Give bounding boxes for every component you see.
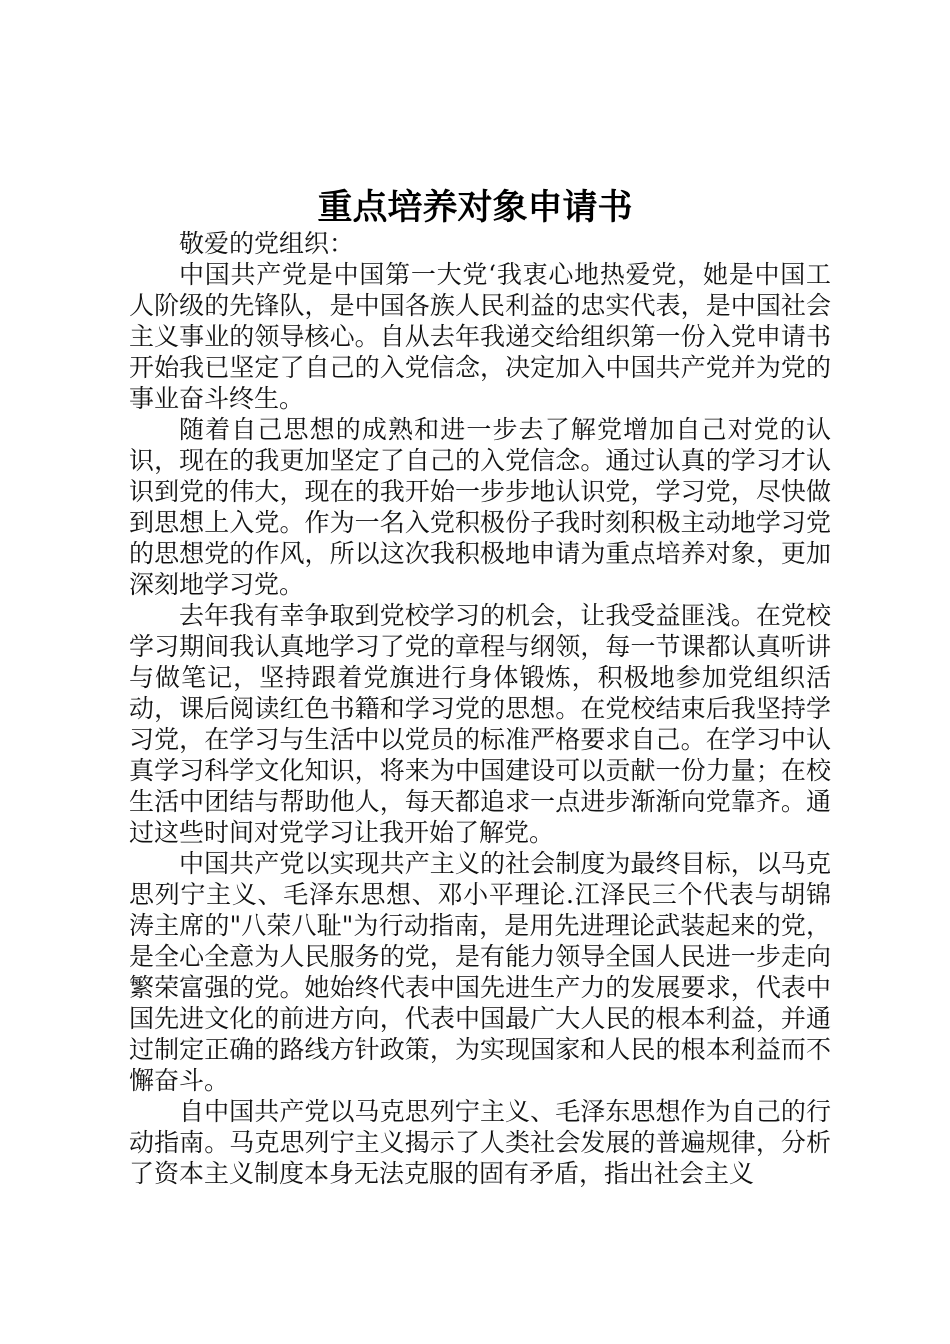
body-paragraph: 随着自己思想的成熟和进一步去了解党增加自己对党的认识，现在的我更加坚定了自己的入党信念。通过认真的学习才认识到党的伟大，现在的我开始一步步地认识党，学习党，尽快做到思想上入党。作为一名入党积极份子我时刻积极主动地学习党的思想党的作风，所以这次我积极地申请为重点培养对象，更加深刻地学习党。 — [129, 415, 831, 599]
body-paragraph: 去年我有幸争取到党校学习的机会，让我受益匪浅。在党校学习期间我认真地学习了党的章程与纲领，每一节课都认真听讲与做笔记，坚持跟着党旗进行身体锻炼，积极地参加党组织活动，课后阅读红色书籍和学习党的思想。在党校结束后我坚持学习党，在学习与生活中以党员的标准严格要求自己。在学习中认真学习科学文化知识，将来为中国建设可以贡献一份力量；在校生活中团结与帮助他人，每天都追求一点进步渐渐向党靠齐。通过这些时间对党学习让我开始了解党。 — [129, 601, 831, 847]
salutation: 敬爱的党组织： — [179, 229, 355, 258]
document-body — [129, 228, 831, 1189]
body-paragraph: 自中国共产党以马克思列宁主义、毛泽东思想作为自己的行动指南。马克思列宁主义揭示了人类社会发展的普遍规律，分析了资本主义制度本身无法克服的固有矛盾，指出社会主义 — [129, 1097, 831, 1188]
document-title: 重点培养对象申请书 — [317, 188, 633, 228]
body-paragraph: 中国共产党是中国第一大党‘我衷心地热爱党，她是中国工人阶级的先锋队，是中国各族人民利益的忠实代表，是中国社会主义事业的领导核心。自从去年我递交给组织第一份入党申请书开始我已坚定了自己的入党信念，决定加入中国共产党并为党的事业奋斗终生。 — [129, 260, 831, 413]
body-paragraph: 中国共产党以实现共产主义的社会制度为最终目标，以马克思列宁主义、毛泽东思想、邓小平理论.江泽民三个代表与胡锦涛主席的"八荣八耻"为行动指南，是用先进理论武装起来的党，是全心全意为人民服务的党，是有能力领导全国人民进一步走向繁荣富强的党。她始终代表中国先进生产力的发展要求，代表中国先进文化的前进方向，代表中国最广大人民的根本利益，并通过制定正确的路线方针政策，为实现国家和人民的根本利益而不懈奋斗。 — [129, 849, 831, 1095]
